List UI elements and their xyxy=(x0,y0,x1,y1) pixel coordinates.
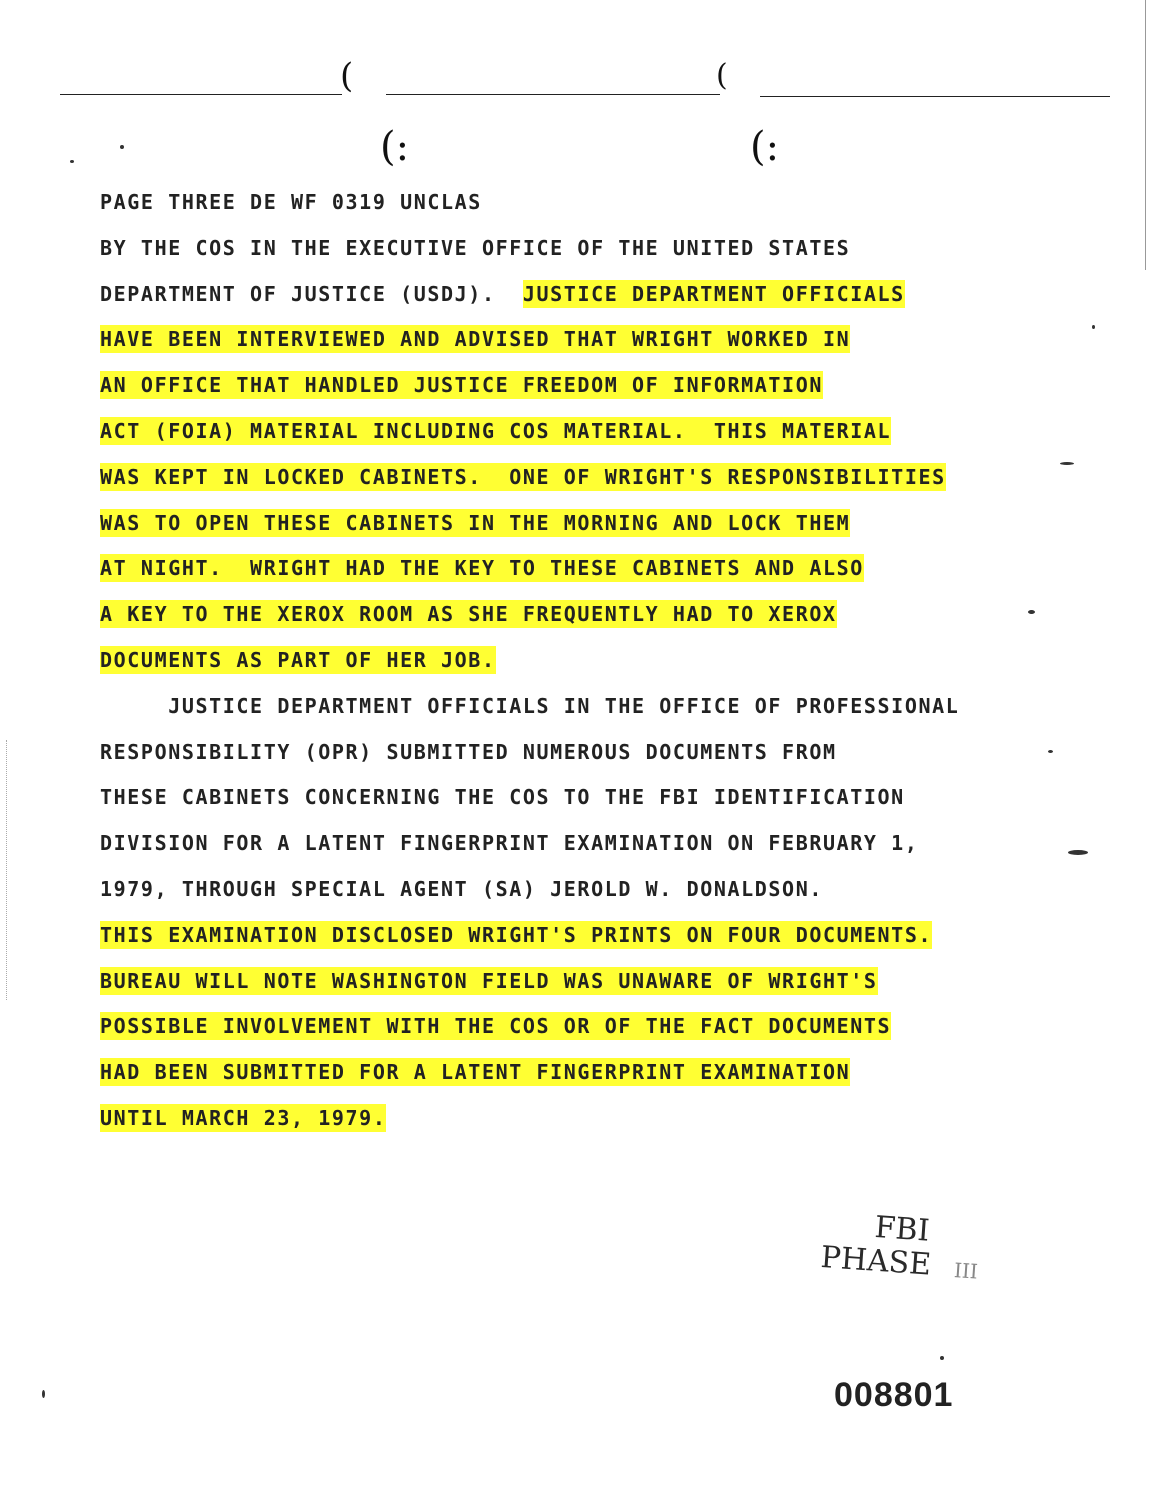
binder-hole-mark: ( xyxy=(716,58,728,93)
document-line xyxy=(100,188,482,216)
highlighted-text: A KEY TO THE XEROX ROOM AS SHE FREQUENTLY HAD TO XEROX xyxy=(100,602,837,627)
document-line xyxy=(100,692,959,720)
scan-speck xyxy=(1048,750,1053,753)
document-line xyxy=(100,554,864,582)
highlighted-text: ACT (FOIA) MATERIAL INCLUDING COS MATERIAL. THIS MATERIAL xyxy=(100,419,892,443)
highlighted-text: WAS KEPT IN LOCKED CABINETS. ONE OF WRIGHT'S RESPONSIBILITIES xyxy=(100,464,946,489)
scan-speck xyxy=(1068,850,1088,855)
fbi-stamp-line1: FBI xyxy=(873,1210,931,1249)
line-text: PAGE THREE DE WF 0319 UNCLAS xyxy=(100,190,482,214)
scan-speck xyxy=(42,1390,45,1398)
line-text: 1979, THROUGH SPECIAL AGENT (SA) JEROLD W. DONALDSON. xyxy=(100,877,823,901)
document-line xyxy=(100,738,837,766)
line-text: DEPARTMENT OF JUSTICE (USDJ). xyxy=(100,281,523,306)
highlighted-text: AT NIGHT. WRIGHT HAD THE KEY TO THESE CABINETS AND ALSO xyxy=(100,556,864,581)
staple-mark: (: xyxy=(750,124,780,170)
highlighted-text: JUSTICE DEPARTMENT OFFICIALS xyxy=(522,281,905,306)
line-text: THESE CABINETS CONCERNING THE COS TO THE FBI IDENTIFICATION xyxy=(100,785,905,810)
scan-speck xyxy=(1060,462,1074,465)
document-line xyxy=(100,371,823,399)
fbi-stamp-line2-tail: III xyxy=(953,1258,979,1284)
header-rule-left xyxy=(60,94,342,95)
document-number: 008801 xyxy=(834,1376,954,1414)
binder-hole-mark: ( xyxy=(340,56,354,96)
highlighted-text: WAS TO OPEN THESE CABINETS IN THE MORNING AND LOCK THEM xyxy=(100,510,851,535)
scan-speck xyxy=(940,1356,944,1360)
document-line xyxy=(100,967,878,995)
document-line xyxy=(100,1058,850,1086)
staple-mark: (: xyxy=(380,124,410,170)
document-line xyxy=(100,509,850,537)
document-line xyxy=(100,325,850,353)
document-line xyxy=(100,280,905,308)
document-line xyxy=(100,234,850,262)
highlighted-text: THIS EXAMINATION DISCLOSED WRIGHT'S PRINTS ON FOUR DOCUMENTS. xyxy=(100,922,933,947)
line-text: JUSTICE DEPARTMENT OFFICIALS IN THE OFFICE OF PROFESSIONAL xyxy=(100,693,960,718)
fbi-stamp-line2: PHASE xyxy=(819,1240,933,1283)
scan-speck xyxy=(70,160,74,163)
scan-speck xyxy=(120,145,124,149)
document-line xyxy=(100,417,891,445)
highlighted-text: DOCUMENTS AS PART OF HER JOB. xyxy=(100,648,496,672)
highlighted-text: BUREAU WILL NOTE WASHINGTON FIELD WAS UNAWARE OF WRIGHT'S xyxy=(100,968,878,993)
document-line xyxy=(100,600,837,628)
page-edge-line xyxy=(1145,0,1146,270)
highlighted-text: HAD BEEN SUBMITTED FOR A LATENT FINGERPRINT EXAMINATION xyxy=(100,1060,851,1085)
header-rule-right xyxy=(760,96,1110,97)
line-text: RESPONSIBILITY (OPR) SUBMITTED NUMEROUS DOCUMENTS FROM xyxy=(100,739,837,764)
line-text: DIVISION FOR A LATENT FINGERPRINT EXAMINATION ON FEBRUARY 1, xyxy=(100,831,919,856)
scan-speck xyxy=(1028,610,1035,614)
document-line xyxy=(100,1104,386,1132)
scan-speck xyxy=(1092,325,1095,329)
document-line xyxy=(100,463,946,491)
highlighted-text: POSSIBLE INVOLVEMENT WITH THE COS OR OF THE FACT DOCUMENTS xyxy=(100,1014,892,1039)
document-line xyxy=(100,921,932,949)
document-line xyxy=(100,829,918,857)
document-line xyxy=(100,1012,891,1040)
page-edge-line xyxy=(6,740,7,1000)
highlighted-text: HAVE BEEN INTERVIEWED AND ADVISED THAT WRIGHT WORKED IN xyxy=(100,327,851,352)
document-line xyxy=(100,646,496,674)
highlighted-text: UNTIL MARCH 23, 1979. xyxy=(100,1106,387,1130)
document-line xyxy=(100,875,823,903)
line-text: BY THE COS IN THE EXECUTIVE OFFICE OF THE UNITED STATES xyxy=(100,235,851,260)
header-rule-middle xyxy=(386,94,720,95)
highlighted-text: AN OFFICE THAT HANDLED JUSTICE FREEDOM OF INFORMATION xyxy=(100,373,823,398)
document-line xyxy=(100,783,905,811)
